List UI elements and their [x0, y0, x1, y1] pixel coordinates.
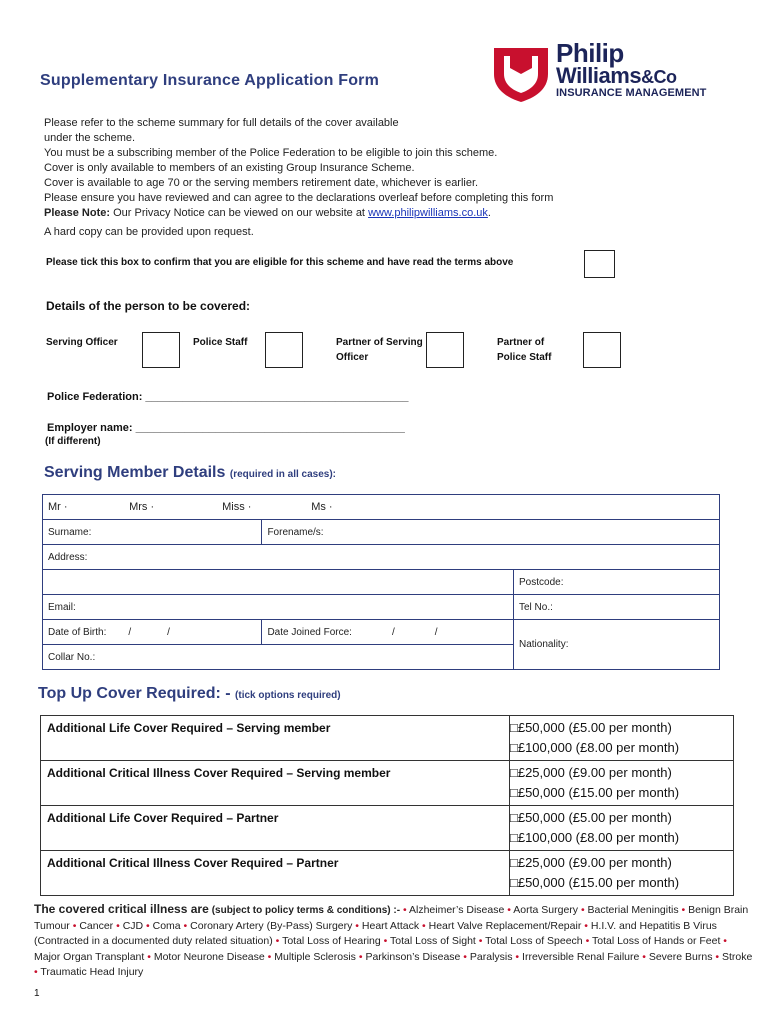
list-item: Heart Attack [361, 919, 420, 932]
bullet-icon: • [144, 950, 154, 963]
topup-option-checkbox[interactable]: □£25,000 (£9.00 per month) [510, 765, 672, 780]
intro-line: under the scheme. [44, 132, 136, 144]
topup-option-checkbox[interactable]: □£100,000 (£8.00 per month) [510, 740, 680, 755]
bullet-icon: • [578, 904, 588, 916]
bullet-icon: • [678, 904, 689, 916]
topup-option-checkbox[interactable]: □£50,000 (£15.00 per month) [510, 875, 680, 890]
list-item: Total Loss of Hearing [282, 935, 381, 947]
bullet-icon: • [460, 950, 470, 963]
bullet-icon: • [34, 966, 41, 978]
list-item: Aorta Surgery [513, 904, 579, 916]
partner-police-staff-checkbox[interactable] [583, 332, 621, 368]
bullet-icon: • [582, 935, 592, 947]
employer-name-field[interactable]: Employer name: ____________________________________________ [47, 422, 405, 434]
postcode-field[interactable]: Postcode: [514, 570, 720, 595]
bullet-icon: • [355, 950, 366, 963]
list-item: Stroke [721, 950, 753, 963]
list-item: Traumatic Head Injury [40, 966, 144, 978]
list-item: Benign Brain Tumour [34, 904, 749, 932]
serving-officer-checkbox[interactable] [142, 332, 180, 368]
list-item: H.I.V. and Hepatitis B Virus (Contracted in a documented duty related situation) [34, 919, 717, 947]
table-row [41, 806, 734, 851]
shield-logo-icon [490, 44, 552, 104]
dob-field[interactable]: Date of Birth: / / [43, 620, 262, 645]
list-item: Coma [152, 919, 181, 932]
logo-tagline: INSURANCE MANAGEMENT [556, 87, 707, 99]
bullet-icon: • [272, 935, 283, 947]
list-item: Multiple Sclerosis [274, 950, 356, 963]
privacy-note: Please Note: Our Privacy Notice can be viewed on our website at www.philipwilliams.co.uk. [44, 207, 491, 219]
privacy-text: Our Privacy Notice can be viewed on our website at [113, 207, 365, 219]
list-item: Heart Valve Replacement/Repair [428, 919, 582, 932]
partner-serving-officer-checkbox[interactable] [426, 332, 464, 368]
bullet-icon: • [69, 919, 80, 932]
list-item: Alzheimer’s Disease [408, 904, 505, 916]
bullet-icon: • [113, 919, 123, 932]
list-item: Total Loss of Hands or Feet [591, 935, 721, 947]
list-item: Parkinson’s Disease [365, 950, 461, 963]
bullet-icon: • [504, 904, 514, 916]
intro-line: Cover is only available to members of an existing Group Insurance Scheme. [44, 162, 415, 174]
surname-field[interactable]: Surname: [43, 520, 262, 545]
bullet-icon: • [720, 935, 727, 947]
list-item: Severe Burns [648, 950, 713, 963]
eligibility-checkbox[interactable] [584, 250, 615, 278]
critical-illness-list [34, 902, 754, 981]
bullet-icon: • [380, 935, 391, 947]
details-heading: Details of the person to be covered: [46, 299, 251, 313]
list-item: Bacterial Meningitis [587, 904, 679, 916]
nationality-field[interactable]: Nationality: [514, 620, 720, 670]
list-item: CJD [122, 919, 144, 932]
police-staff-checkbox[interactable] [265, 332, 303, 368]
bullet-icon: • [180, 919, 191, 932]
topup-option-checkbox[interactable]: □£50,000 (£5.00 per month) [510, 720, 672, 735]
list-item: Total Loss of Sight [390, 935, 476, 947]
bullet-icon: • [581, 919, 591, 932]
date-joined-field[interactable]: Date Joined Force: / / [262, 620, 514, 645]
forename-field[interactable]: Forename/s: [262, 520, 720, 545]
bullet-icon: • [512, 950, 523, 963]
email-field[interactable]: Email: [43, 595, 514, 620]
list-item: Major Organ Transplant [34, 950, 145, 963]
privacy-label: Please Note: [44, 207, 111, 219]
topup-option-checkbox[interactable]: □£100,000 (£8.00 per month) [510, 830, 680, 845]
topup-table [40, 715, 734, 896]
topup-heading: Top Up Cover Required: - (tick options required) [38, 685, 341, 702]
topup-row-label: Additional Critical Illness Cover Required – Partner [41, 851, 510, 896]
serving-member-table [42, 494, 720, 670]
ci-lead: The covered critical illness are [34, 902, 209, 916]
list-item: Paralysis [469, 950, 513, 963]
topup-option-checkbox[interactable]: □£50,000 (£15.00 per month) [510, 785, 680, 800]
bullet-icon: • [402, 904, 409, 916]
list-item: Coronary Artery (By-Pass) Surgery [190, 919, 353, 932]
intro-line: Please refer to the scheme summary for full details of the cover available [44, 117, 399, 129]
page-number: 1 [34, 988, 40, 999]
intro-line: Please ensure you have reviewed and can agree to the declarations overleaf before completing this form [44, 192, 554, 204]
logo-line2: Williams&Co [556, 63, 677, 88]
table-row [41, 851, 734, 896]
title-mr-option[interactable]: Mr · [48, 501, 68, 513]
table-row [41, 716, 734, 761]
list-item: Cancer [79, 919, 114, 932]
police-federation-field[interactable]: Police Federation: ___________________________________________ [47, 391, 409, 403]
list-item: Irreversible Renal Failure [522, 950, 640, 963]
title-mrs-option[interactable]: Mrs · [129, 501, 155, 513]
topup-option-checkbox[interactable]: □£50,000 (£5.00 per month) [510, 810, 672, 825]
employer-note: (If different) [45, 436, 101, 447]
option-police-staff-label: Police Staff [193, 337, 248, 348]
bullet-icon: • [639, 950, 649, 963]
address-field[interactable]: Address: [43, 545, 720, 570]
company-logo [490, 38, 750, 104]
intro-line: Cover is available to age 70 or the serving members retirement date, whichever is earlier. [44, 177, 479, 189]
ci-sub: (subject to policy terms & conditions) :- [211, 905, 401, 916]
title-miss-option[interactable]: Miss · [222, 501, 252, 513]
intro-line: You must be a subscribing member of the Police Federation to be eligible to join this scheme. [44, 147, 498, 159]
collar-number-field[interactable]: Collar No.: [43, 645, 514, 670]
hard-copy-note: A hard copy can be provided upon request. [44, 226, 254, 238]
bullet-icon: • [143, 919, 153, 932]
topup-row-label: Additional Life Cover Required – Partner [41, 806, 510, 851]
topup-row-label: Additional Critical Illness Cover Required – Serving member [41, 761, 510, 806]
option-serving-officer-label: Serving Officer [46, 337, 118, 348]
serving-member-heading: Serving Member Details (required in all cases): [44, 464, 337, 481]
list-item: Motor Neurone Disease [153, 950, 265, 963]
address-line-2[interactable] [43, 570, 514, 595]
bullet-icon: • [475, 935, 486, 947]
option-partner-serving-officer-label: Partner of Serving Officer [336, 337, 423, 363]
topup-option-checkbox[interactable]: □£25,000 (£9.00 per month) [510, 855, 672, 870]
tel-field[interactable]: Tel No.: [514, 595, 720, 620]
bullet-icon: • [419, 919, 429, 932]
topup-row-label: Additional Life Cover Required – Serving member [41, 716, 510, 761]
bullet-icon: • [352, 919, 362, 932]
option-partner-police-staff-label: Partner of Police Staff [497, 337, 552, 363]
bullet-icon: • [712, 950, 722, 963]
logo-line1: Philip [556, 38, 624, 68]
list-item: Total Loss of Speech [485, 935, 583, 947]
intro-text [44, 116, 734, 206]
bullet-icon: • [264, 950, 275, 963]
form-title: Supplementary Insurance Application Form [40, 72, 380, 89]
title-ms-option[interactable]: Ms · [311, 501, 333, 513]
table-row [41, 761, 734, 806]
eligibility-confirm-label: Please tick this box to confirm that you are eligible for this scheme and have read the terms above [46, 257, 514, 268]
website-link[interactable]: www.philipwilliams.co.uk [368, 207, 488, 219]
